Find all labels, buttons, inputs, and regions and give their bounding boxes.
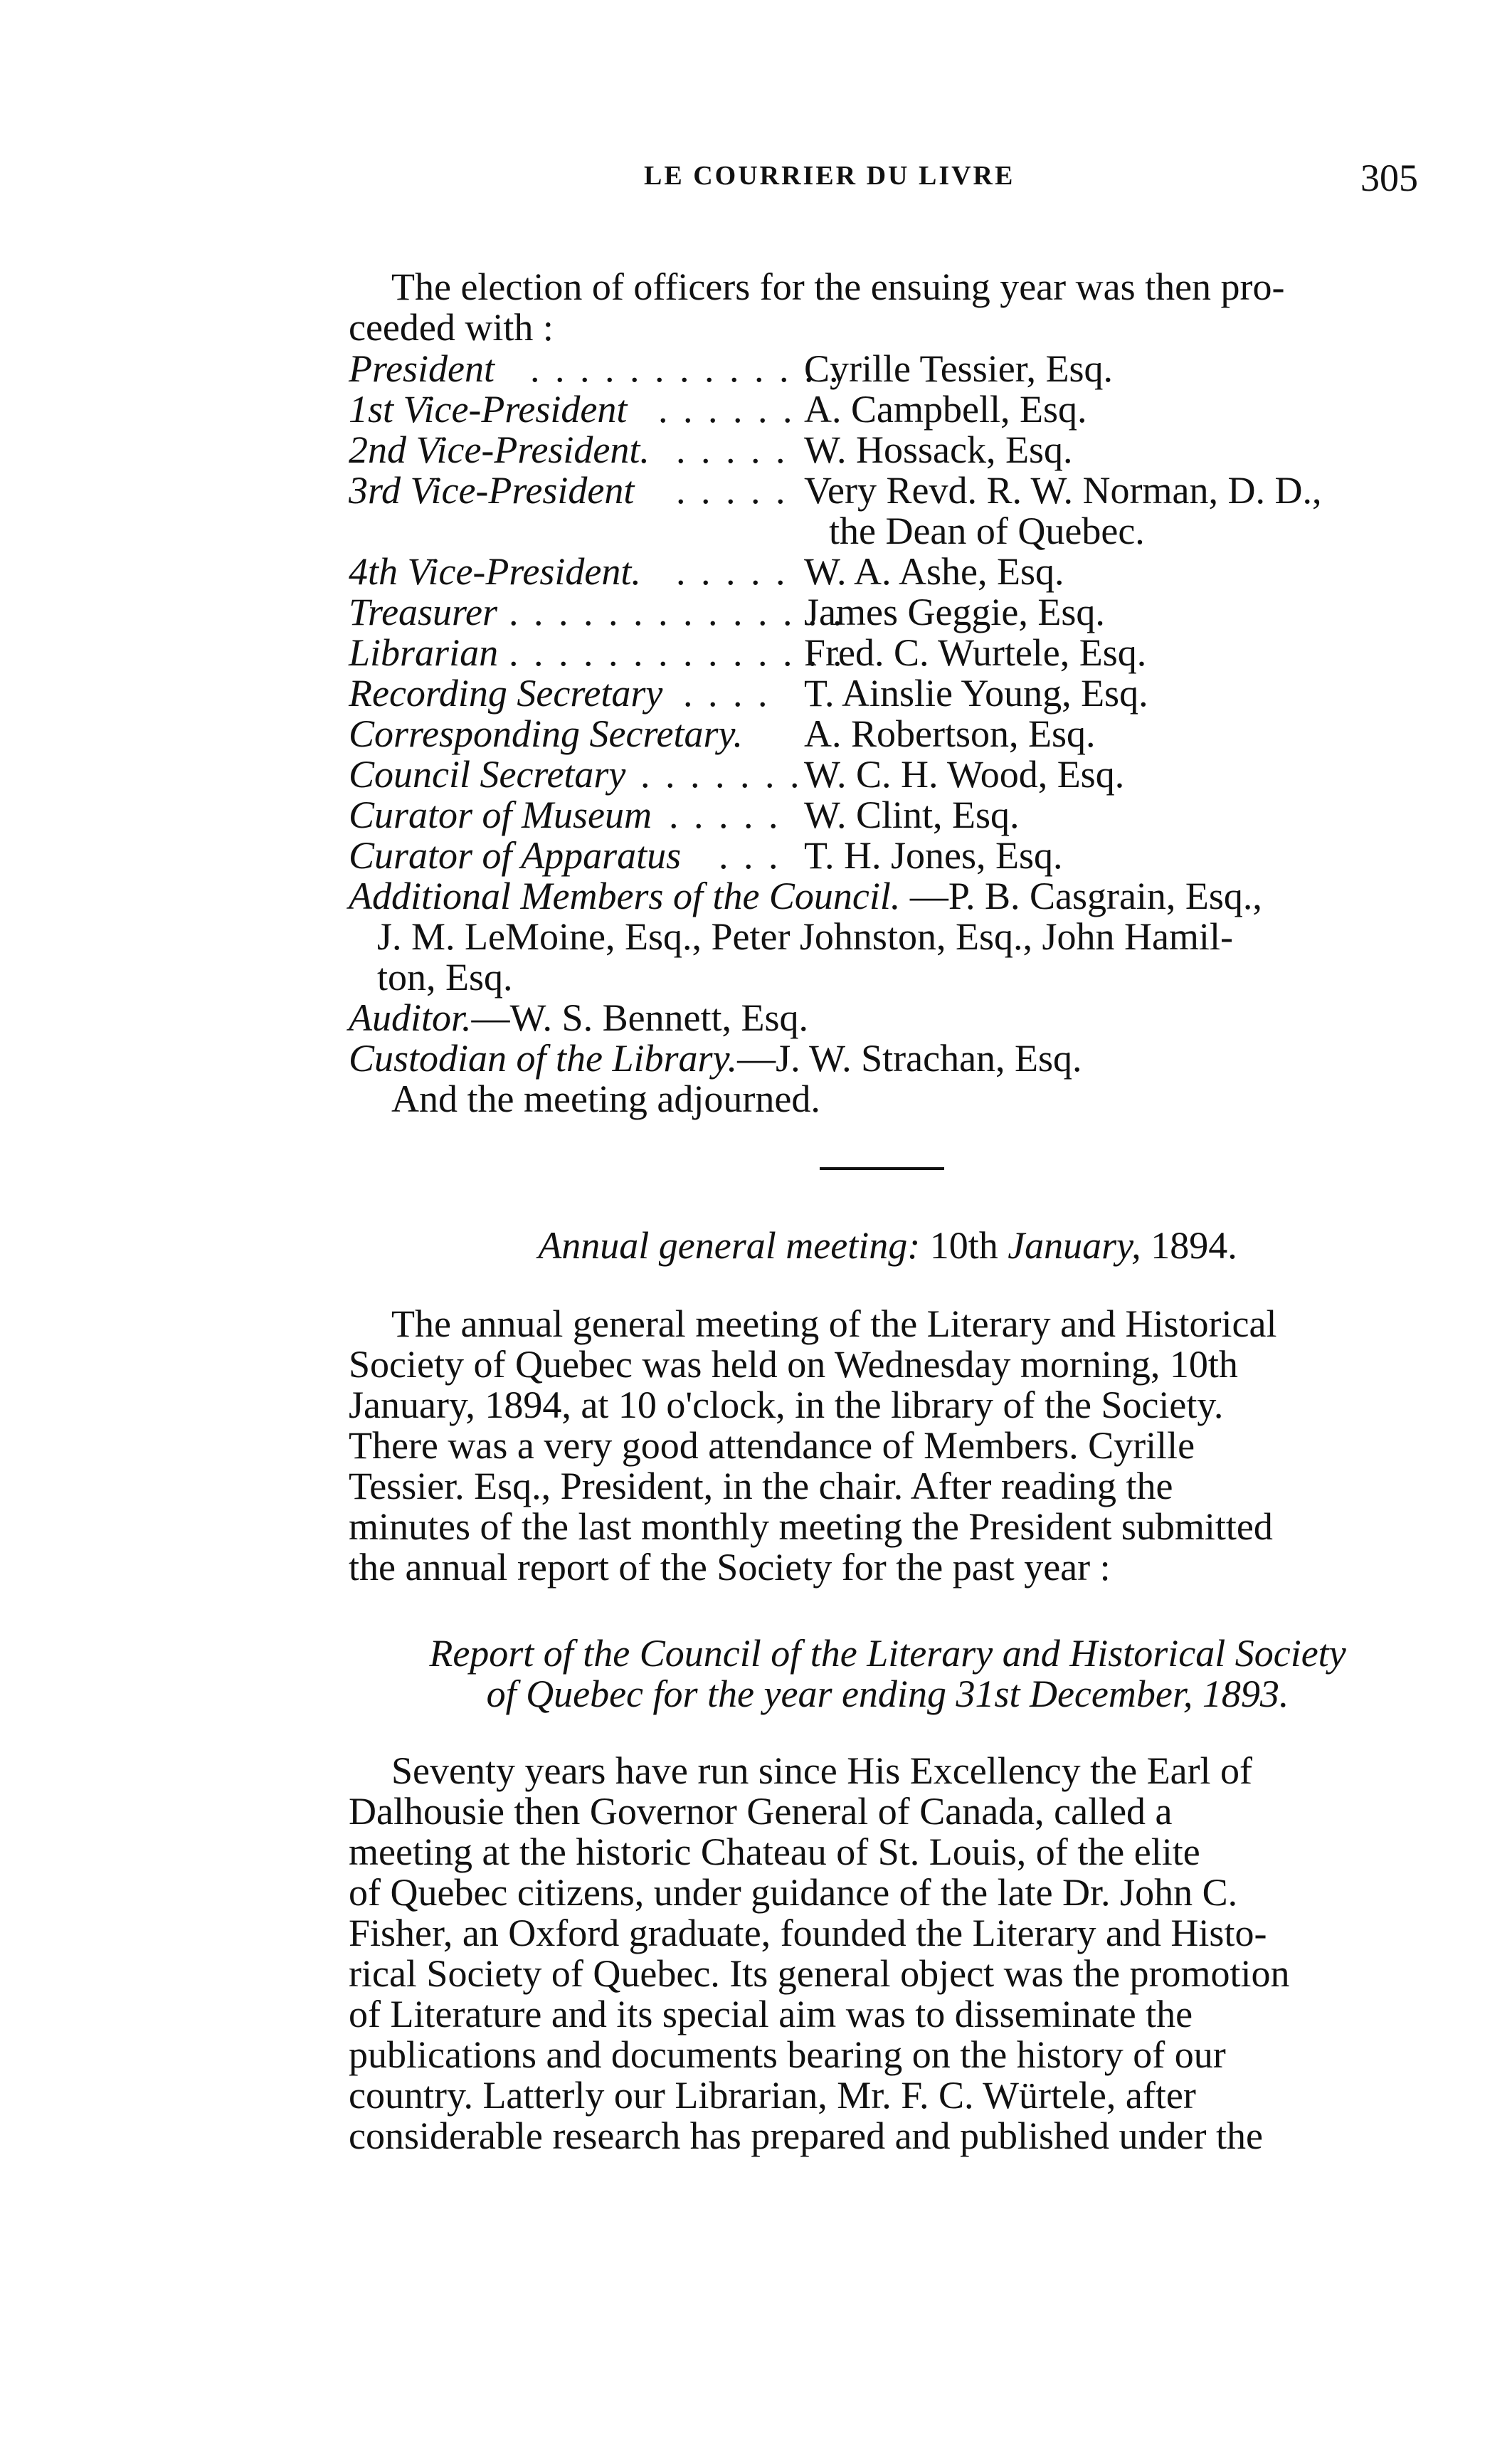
officer-row: [349, 633, 1427, 673]
page-number: 305: [1360, 157, 1418, 199]
paragraph-line: the annual report of the Society for the past year :: [349, 1546, 1111, 1589]
running-title: LE COURRIER DU LIVRE: [644, 161, 1015, 191]
meeting-heading-day: 10th: [929, 1224, 998, 1267]
paragraph-line: publications and documents bearing on the history of our: [349, 2033, 1226, 2076]
report-heading-line: of Quebec for the year ending 31st December, 1893.: [486, 1672, 1289, 1715]
page-header: [0, 157, 1512, 210]
dot-leaders: . . . . .: [676, 469, 788, 512]
paragraph-line: of Literature and its special aim was to disseminate the: [349, 1993, 1193, 2035]
additional-members-first: —P. B. Casgrain, Esq.,: [909, 875, 1262, 917]
auditor-line: [349, 998, 1427, 1038]
auditor-label: Auditor.: [349, 996, 472, 1039]
officer-name: Cyrille Tessier, Esq.: [804, 347, 1114, 390]
officer-role: Librarian: [349, 631, 499, 674]
paragraph-line: country. Latterly our Librarian, Mr. F. C. Würtele, after: [349, 2074, 1196, 2117]
meeting-heading-year: 1894.: [1151, 1224, 1237, 1267]
dot-leaders: . . . . .: [676, 428, 788, 471]
paragraph-line: meeting at the historic Chateau of St. Louis, of the elite: [349, 1830, 1200, 1873]
paragraph-line: January, 1894, at 10 o'clock, in the library of the Society.: [349, 1384, 1224, 1426]
dot-leaders: . . . .: [683, 672, 771, 715]
officer-role: Curator of Museum: [349, 794, 652, 836]
dot-leaders: . . . . . . . . . . . . . .: [509, 591, 845, 633]
officer-row: [349, 836, 1427, 876]
report-heading: [349, 1633, 1427, 1714]
report-heading-line: Report of the Council of the Literary and Historical Society: [429, 1632, 1346, 1675]
dot-leaders: . . .: [719, 834, 781, 877]
paragraph-line: Seventy years have run since His Excellency the Earl of: [391, 1749, 1253, 1792]
officer-name: W. C. H. Wood, Esq.: [804, 753, 1125, 796]
dot-leaders: . . . . . . .: [640, 753, 803, 796]
officer-name: Very Revd. R. W. Norman, D. D.,: [804, 469, 1322, 512]
officer-row: [349, 795, 1427, 836]
officer-role: Treasurer: [349, 591, 498, 633]
officer-row: [349, 389, 1427, 430]
officer-role: Corresponding Secretary.: [349, 712, 743, 755]
paragraph-line: minutes of the last monthly meeting the President submitted: [349, 1505, 1273, 1548]
officer-row: [349, 592, 1427, 633]
officer-name-continuation: the Dean of Quebec.: [829, 510, 1145, 552]
section-divider: [820, 1167, 944, 1170]
paragraph-line: Tessier. Esq., President, in the chair. After reading the: [349, 1465, 1173, 1507]
auditor-value: —W. S. Bennett, Esq.: [471, 996, 809, 1039]
additional-members-line: [349, 876, 1427, 917]
report-paragraph: [349, 1751, 1427, 2156]
paragraph-line: The annual general meeting of the Literary and Historical: [391, 1302, 1277, 1345]
paragraph-line: Dalhousie then Governor General of Canada, called a: [349, 1790, 1173, 1833]
officer-row: [349, 349, 1427, 389]
officer-row: [349, 714, 1427, 754]
officer-name: A. Robertson, Esq.: [804, 712, 1096, 755]
officer-name: W. Hossack, Esq.: [804, 428, 1073, 471]
dot-leaders: . . . . . . . . . . . . .: [530, 347, 842, 390]
officer-name: T. Ainslie Young, Esq.: [804, 672, 1148, 715]
officer-role: 4th Vice-President.: [349, 550, 641, 593]
meeting-heading-month: January,: [1008, 1224, 1141, 1267]
custodian-value: —J. W. Strachan, Esq.: [737, 1037, 1082, 1080]
officer-name: A. Campbell, Esq.: [804, 388, 1087, 431]
officer-name: T. H. Jones, Esq.: [804, 834, 1063, 877]
intro-line: ceeded with :: [349, 306, 554, 349]
meeting-heading: [349, 1226, 1427, 1266]
paragraph-line: rical Society of Quebec. Its general object was the promotion: [349, 1952, 1290, 1995]
custodian-label: Custodian of the Library.: [349, 1037, 738, 1080]
paragraph-line: Society of Quebec was held on Wednesday morning, 10th: [349, 1343, 1238, 1386]
officer-role: President: [349, 347, 495, 390]
adjourned-line: And the meeting adjourned.: [391, 1078, 820, 1120]
paragraph-line: of Quebec citizens, under guidance of the late Dr. John C.: [349, 1871, 1238, 1914]
paragraph-line: There was a very good attendance of Members. Cyrille: [349, 1424, 1195, 1467]
dot-leaders: . . . . .: [669, 794, 781, 836]
custodian-line: [349, 1038, 1427, 1079]
officer-role: Recording Secretary: [349, 672, 663, 715]
additional-members-continuation: J. M. LeMoine, Esq., Peter Johnston, Esq., John Hamil-: [377, 915, 1233, 958]
meeting-paragraph: [349, 1304, 1427, 1588]
officer-row: [349, 430, 1427, 470]
officers-list: [349, 349, 1427, 1120]
officer-role: 2nd Vice-President.: [349, 428, 650, 471]
officer-name: James Geggie, Esq.: [804, 591, 1105, 633]
meeting-heading-label: Annual general meeting:: [538, 1224, 921, 1267]
intro-line: The election of officers for the ensuing year was then pro-: [391, 265, 1285, 308]
officer-role: Council Secretary: [349, 753, 626, 796]
dot-leaders: . . . . . . . . . . . . . .: [509, 631, 845, 674]
officer-row: [349, 754, 1427, 795]
dot-leaders: . . . . .: [676, 550, 788, 593]
paragraph-line: Fisher, an Oxford graduate, founded the Literary and Histo-: [349, 1912, 1267, 1954]
additional-members-continuation: ton, Esq.: [377, 956, 513, 999]
officer-row: [349, 511, 1427, 552]
dot-leaders: . . . . . .: [658, 388, 795, 431]
officer-row: [349, 470, 1427, 511]
officer-role: 3rd Vice-President: [349, 469, 635, 512]
officer-name: Fred. C. Wurtele, Esq.: [804, 631, 1147, 674]
additional-members-label: Additional Members of the Council.: [349, 875, 901, 917]
officer-name: W. A. Ashe, Esq.: [804, 550, 1064, 593]
election-intro: [349, 267, 1427, 348]
officer-name: W. Clint, Esq.: [804, 794, 1020, 836]
officer-role: 1st Vice-President: [349, 388, 628, 431]
officer-row: [349, 673, 1427, 714]
paragraph-line: considerable research has prepared and published under the: [349, 2114, 1263, 2157]
officer-row: [349, 552, 1427, 592]
officer-role: Curator of Apparatus: [349, 834, 682, 877]
